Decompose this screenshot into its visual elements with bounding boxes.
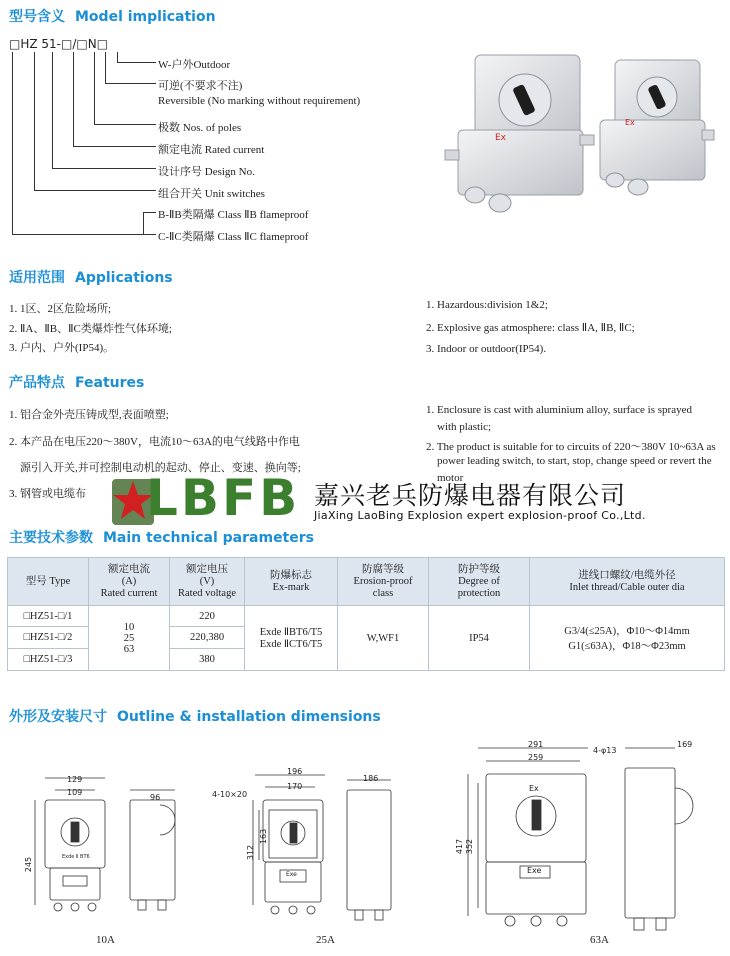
dim-63a-w-outer: 291 <box>528 740 544 749</box>
model-item-poles: 极数 Nos. of poles <box>158 122 242 134</box>
th-current-unit: (A) <box>121 575 137 587</box>
model-title-en: Model implication <box>75 9 216 25</box>
cell-type-2: □HZ51-□/2 <box>8 627 89 649</box>
th-current-en: Rated current <box>100 587 158 599</box>
cell-voltage-2: 220,380 <box>170 627 245 649</box>
th-exmark-en: Ex-mark <box>272 581 310 593</box>
dim-63a-side: 169 <box>677 740 693 749</box>
th-protection-cn: 防护等级 <box>458 563 500 575</box>
feat-cn-3: 源引入开关,并可控制电动机的起动、停止、变速、换向等; <box>20 462 301 474</box>
dim-25a-h-outer: 312 <box>246 844 256 861</box>
th-erosion-en1: Erosion-proof <box>353 575 413 587</box>
dim-10a-h: 245 <box>24 856 34 873</box>
cell-type-1: □HZ51-□/1 <box>8 606 89 627</box>
dim-63a-hole: 4-φ13 <box>593 746 617 755</box>
model-item-outdoor: W-户外Outdoor <box>158 59 231 71</box>
th-voltage-unit: (V) <box>199 575 215 587</box>
dim-63a-w-inner: 259 <box>528 753 544 762</box>
app-cn-2: 2. ⅡA、ⅡB、ⅡC类爆炸性气体环境; <box>9 323 172 335</box>
dim-25a-w-outer: 196 <box>287 767 303 776</box>
dim-25a-w-inner: 170 <box>287 782 303 791</box>
model-code: □HZ 51-□/□N□ <box>9 37 109 51</box>
plate-10a: Exde Ⅱ BT6 <box>62 854 90 860</box>
feat-en-2: with plastic; <box>437 421 492 433</box>
cell-current-63: 63 <box>123 643 135 655</box>
cell-exmarks <box>245 606 338 671</box>
company-name-en: JiaXing LaoBing Explosion expert explosion-proof Co.,Ltd. <box>314 509 646 522</box>
th-inlet-cn: 进线口螺纹/电缆外径 <box>578 569 676 581</box>
th-protection <box>429 558 530 606</box>
params-header-row <box>8 558 725 606</box>
feat-en-1: 1. Enclosure is cast with aluminium alloy, surface is sprayed <box>426 404 692 416</box>
app-cn-3: 3. 户内、户外(IP54)。 <box>9 342 115 354</box>
caption-25a: 25A <box>316 934 335 946</box>
cell-exmark-b: Exde ⅡBT6/T5 <box>259 627 323 638</box>
applications-title-en: Applications <box>75 270 173 286</box>
model-item-classb: B-ⅡB类隔爆 Class ⅡB flameproof <box>158 209 309 221</box>
plate-63a-bottom: Exe <box>527 866 542 875</box>
model-item-current: 额定电流 Rated current <box>158 144 265 156</box>
app-cn-1: 1. 1区、2区危险场所; <box>9 303 112 315</box>
params-title-cn: 主要技术参数 <box>9 530 93 546</box>
th-erosion-cn: 防腐等级 <box>362 563 404 575</box>
th-erosion-en2: class <box>372 587 394 599</box>
model-item-reversible-en: Reversible (No marking without requirement) <box>158 95 361 107</box>
feat-en-3: 2. The product is suitable for to circuits of 220～380V 10~63A as <box>426 441 716 453</box>
model-title-cn: 型号含义 <box>9 9 65 25</box>
plate-63a-top: Ex <box>529 784 539 793</box>
params-section-title <box>9 527 314 547</box>
dim-63a-h-inner: 352 <box>465 838 475 855</box>
feat-cn-4: 3. 钢管或电缆布 <box>9 488 86 500</box>
dim-10a-w-inner: 109 <box>67 788 83 797</box>
product-photo <box>420 35 725 235</box>
app-en-2: 2. Explosive gas atmosphere: class ⅡA, ⅡB, ⅡC; <box>426 322 635 334</box>
th-inlet <box>530 558 725 606</box>
applications-title-cn: 适用范围 <box>9 270 65 286</box>
cell-current-10: 10 <box>123 621 135 633</box>
model-item-reversible-cn: 可逆(不要求不注) <box>158 80 243 92</box>
cell-currents <box>89 606 170 671</box>
th-exmark-cn: 防爆标志 <box>270 569 312 581</box>
cell-erosion: W,WF1 <box>338 606 429 671</box>
th-inlet-en: Inlet thread/Cable outer dia <box>569 581 685 593</box>
cell-voltage-3: 380 <box>170 649 245 671</box>
plate-25a: Exe <box>286 871 297 878</box>
model-item-unit: 组合开关 Unit switches <box>158 188 265 200</box>
product-small <box>600 60 714 195</box>
th-voltage <box>170 558 245 606</box>
th-protection-en2: protection <box>457 587 501 599</box>
cell-inlet <box>530 606 725 671</box>
product-large <box>445 55 594 212</box>
cell-type-3: □HZ51-□/3 <box>8 649 89 671</box>
cell-exmark-c: Exde ⅡCT6/T5 <box>259 639 323 650</box>
cell-inlet-1: G3/4(≤25A)，Φ10～Φ14mm <box>564 626 690 637</box>
table-row <box>8 606 725 627</box>
outline-title-cn: 外形及安装尺寸 <box>9 709 107 725</box>
model-section-title <box>9 6 216 26</box>
svg-text:Ex: Ex <box>495 133 507 143</box>
drawing-63a <box>450 738 725 938</box>
dim-25a-side: 186 <box>363 774 379 783</box>
app-en-1: 1. Hazardous:division 1&2; <box>426 299 548 311</box>
th-current-cn: 额定电流 <box>108 563 150 575</box>
cell-voltage-1: 220 <box>170 606 245 627</box>
features-section-title <box>9 372 144 392</box>
drawing-25a <box>235 765 405 935</box>
th-protection-en1: Degree of <box>458 575 500 587</box>
th-voltage-cn: 额定电压 <box>186 563 228 575</box>
feat-en-4: power leading switch, to start, stop, change speed or revert the <box>437 455 712 467</box>
drawing-10a <box>20 770 190 930</box>
svg-text:Ex: Ex <box>625 118 635 127</box>
outline-section-title <box>9 706 381 726</box>
th-current <box>89 558 170 606</box>
th-erosion <box>338 558 429 606</box>
cell-protection: IP54 <box>429 606 530 671</box>
th-type: 型号 Type <box>8 558 89 606</box>
dim-25a-h-inner: 163 <box>259 828 269 845</box>
feat-cn-2: 2. 本产品在电压220～380V，电流10～63A的电气线路中作电 <box>9 436 300 448</box>
cell-current-25: 25 <box>123 632 135 644</box>
app-en-3: 3. Indoor or outdoor(IP54). <box>426 343 547 355</box>
features-title-cn: 产品特点 <box>9 375 65 391</box>
th-exmark <box>245 558 338 606</box>
company-name-cn: 嘉兴老兵防爆电器有限公司 <box>314 481 627 510</box>
feat-cn-1: 1. 铝合金外壳压铸成型,表面喷塑; <box>9 409 169 421</box>
dim-63a-h-outer: 417 <box>455 838 465 855</box>
params-title-en: Main technical parameters <box>103 530 314 546</box>
cell-inlet-2: G1(≤63A)，Φ18～Φ23mm <box>568 641 686 652</box>
dim-10a-w-outer: 129 <box>67 775 83 784</box>
model-item-design: 设计序号 Design No. <box>158 166 255 178</box>
model-item-classc: C-ⅡC类隔爆 Class ⅡC flameproof <box>158 231 309 243</box>
applications-section-title <box>9 267 173 287</box>
feat-en-5: motor <box>437 472 464 484</box>
dim-10a-side: 96 <box>150 793 161 802</box>
outline-title-en: Outline & installation dimensions <box>117 709 381 725</box>
caption-63a: 63A <box>590 934 609 946</box>
th-voltage-en: Rated voltage <box>177 587 237 599</box>
dim-25a-hole: 4-10×20 <box>212 790 248 799</box>
brand-logo-text: LBFB <box>146 469 301 527</box>
params-table <box>7 557 725 671</box>
features-title-en: Features <box>75 375 145 391</box>
caption-10a: 10A <box>96 934 115 946</box>
